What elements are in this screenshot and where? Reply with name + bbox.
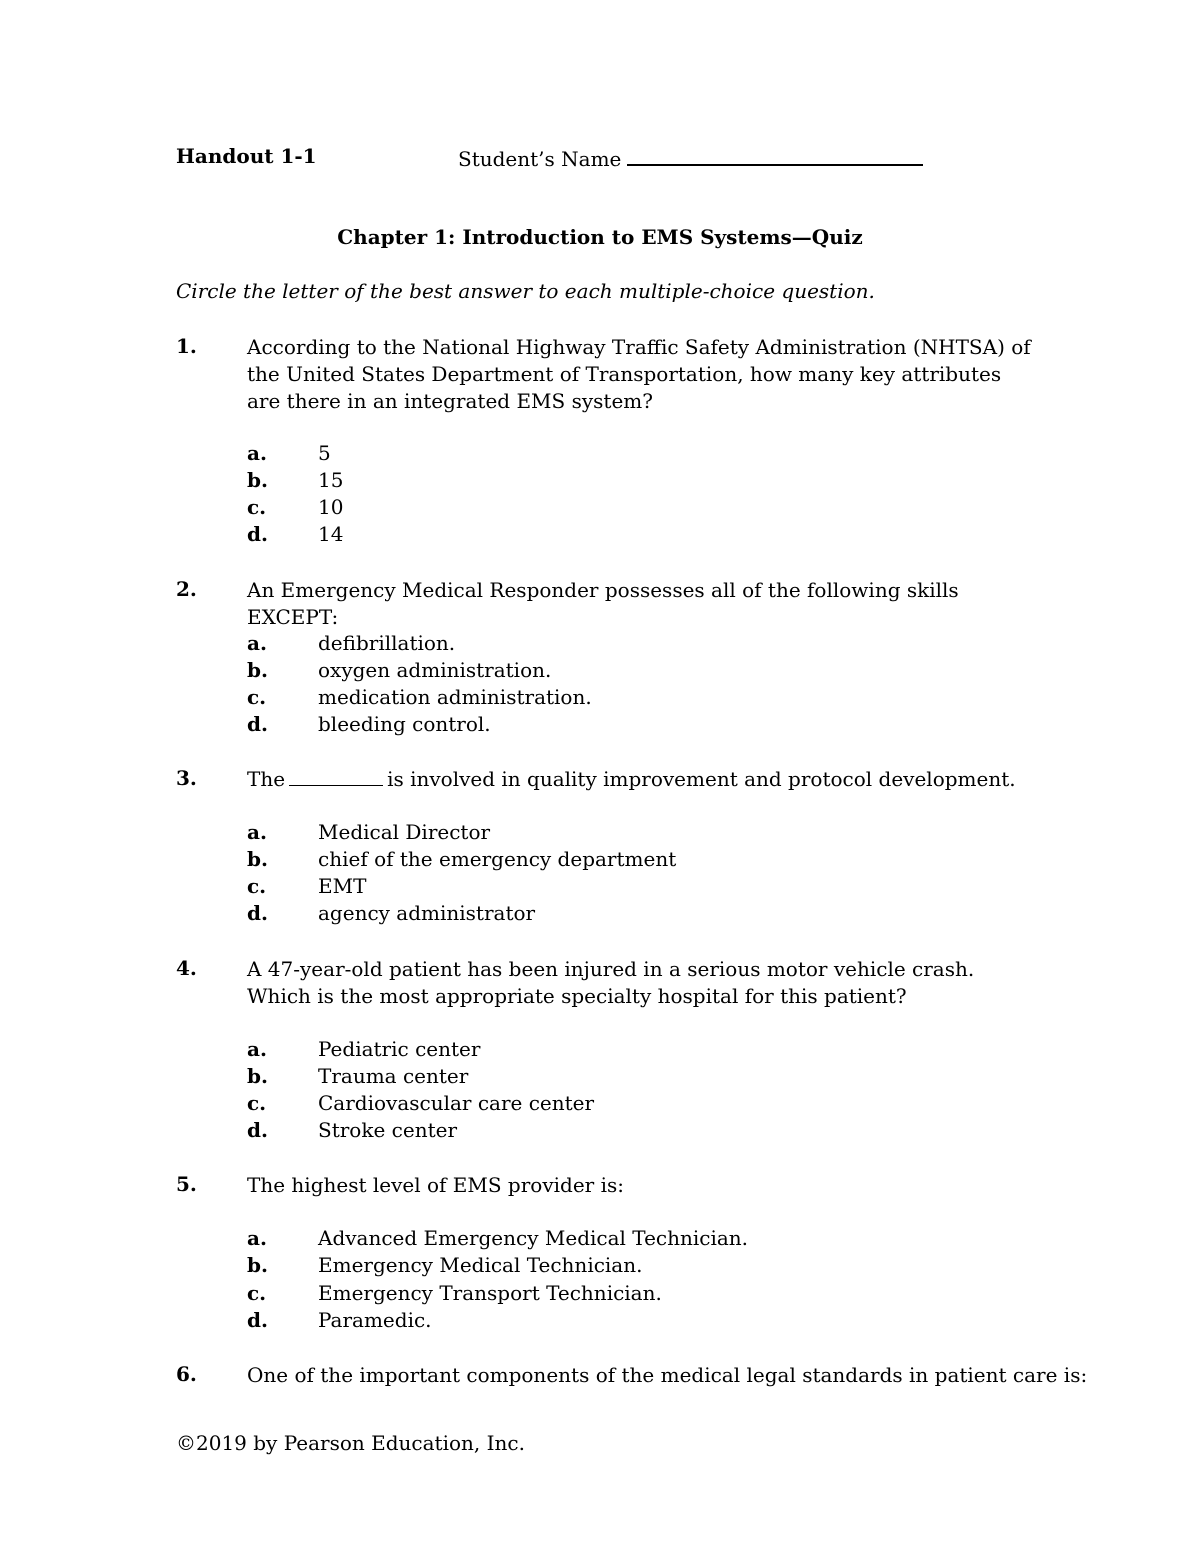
question-number: 4. [176, 956, 197, 980]
option-text: oxygen administration. [318, 658, 552, 682]
question-number: 6. [176, 1362, 197, 1386]
option-text: EMT [318, 874, 367, 898]
question-text: One of the important components of the medical legal standards in patient care is: [247, 1363, 1088, 1387]
option-text: Emergency Transport Technician. [318, 1281, 662, 1305]
student-name-label: Student’s Name [458, 147, 622, 171]
question-text: A 47-year-old patient has been injured in a serious motor vehicle crash. Which is the most appropriate specialty hospital for this patient? [247, 957, 975, 1008]
question-number: 3. [176, 766, 197, 790]
handout-label: Handout 1-1 [176, 144, 317, 168]
option-letter: c. [247, 495, 267, 519]
option-letter: c. [247, 1281, 267, 1305]
option-letter: a. [247, 820, 267, 844]
option-letter: b. [247, 658, 268, 682]
option-letter: d. [247, 1308, 268, 1332]
option-letter: b. [247, 1253, 268, 1277]
question-text-before-blank: The [247, 767, 286, 791]
option-text: Cardiovascular care center [318, 1091, 595, 1115]
student-name-field [458, 144, 923, 171]
option-text: 15 [318, 468, 344, 492]
question-text: According to the National Highway Traffic Safety Administration (NHTSA) of the United States Department of Transportation, how many key attributes are there in an integrated EMS system? [247, 335, 1031, 413]
option-text: Stroke center [318, 1118, 458, 1142]
option-letter: d. [247, 1118, 268, 1142]
option-text: Medical Director [318, 820, 491, 844]
option-letter: a. [247, 1226, 267, 1250]
option-letter: a. [247, 441, 267, 465]
question-number: 1. [176, 334, 197, 358]
option-letter: c. [247, 874, 267, 898]
option-text: Emergency Medical Technician. [318, 1253, 643, 1277]
option-letter: a. [247, 631, 267, 655]
option-text: Advanced Emergency Medical Technician. [318, 1226, 749, 1250]
option-letter: b. [247, 847, 268, 871]
question-number: 2. [176, 577, 197, 601]
option-text: medication administration. [318, 685, 592, 709]
option-text: defibrillation. [318, 631, 456, 655]
fill-in-blank [289, 767, 383, 786]
option-letter: b. [247, 468, 268, 492]
option-letter: d. [247, 901, 268, 925]
page-title: Chapter 1: Introduction to EMS Systems—Quiz [337, 225, 863, 249]
option-text: bleeding control. [318, 712, 491, 736]
option-letter: b. [247, 1064, 268, 1088]
option-letter: d. [247, 712, 268, 736]
question-text: The highest level of EMS provider is: [247, 1173, 624, 1197]
question-text [247, 766, 1037, 793]
option-text: agency administrator [318, 901, 536, 925]
option-text: Paramedic. [318, 1308, 432, 1332]
option-letter: d. [247, 522, 268, 546]
question-text: An Emergency Medical Responder possesses all of the following skills EXCEPT: [247, 578, 959, 629]
option-letter: c. [247, 1091, 267, 1115]
option-text: 10 [318, 495, 344, 519]
copyright-footer: ©2019 by Pearson Education, Inc. [176, 1431, 525, 1455]
option-letter: a. [247, 1037, 267, 1061]
option-text: chief of the emergency department [318, 847, 677, 871]
option-text: Pediatric center [318, 1037, 481, 1061]
question-number: 5. [176, 1172, 197, 1196]
instructions: Circle the letter of the best answer to each multiple-choice question. [176, 279, 875, 303]
student-name-blank[interactable] [627, 144, 923, 166]
option-text: 14 [318, 522, 344, 546]
question-text-after-blank: is involved in quality improvement and protocol development. [387, 767, 1016, 791]
option-letter: c. [247, 685, 267, 709]
option-text: 5 [318, 441, 331, 465]
option-text: Trauma center [318, 1064, 469, 1088]
